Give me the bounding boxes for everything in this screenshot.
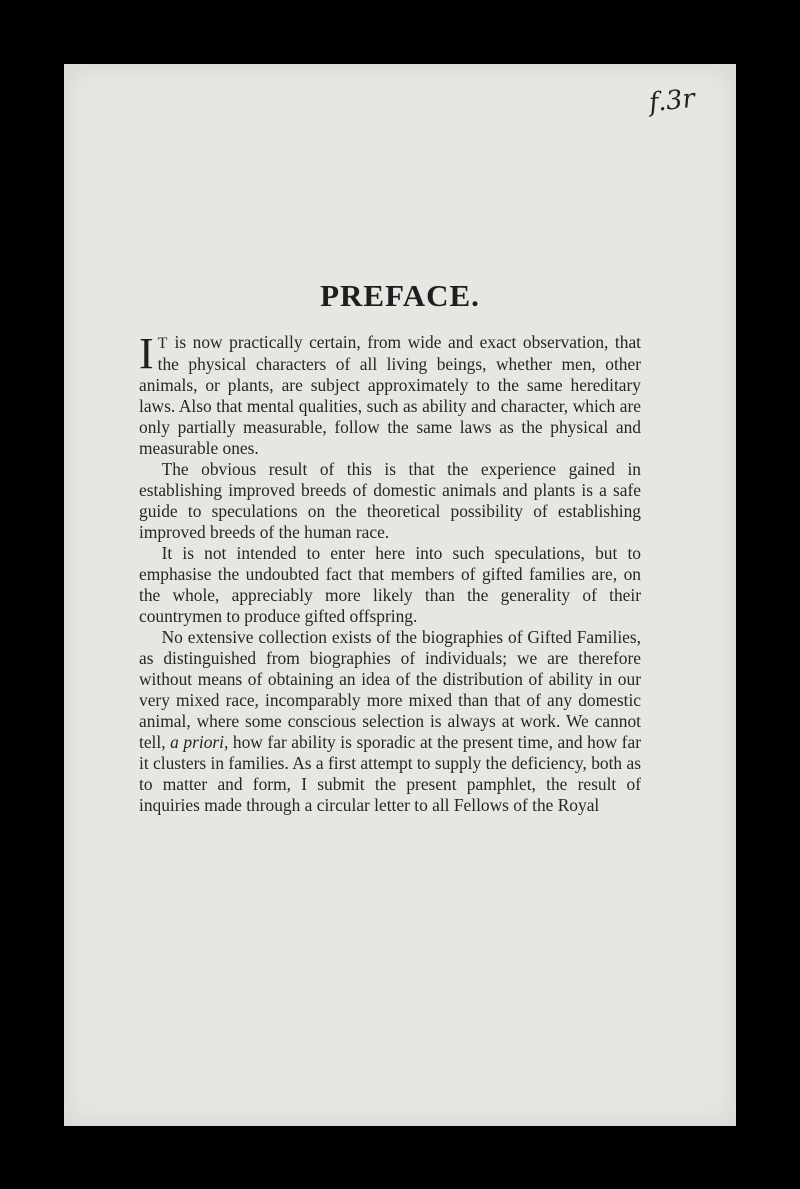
paragraph-text: The obvious result of this is that the experience gained in establishing improved breeds of domestic animals and plants is a safe guide to speculations on the theoretical possibility of establishing improved breeds of the human race. xyxy=(139,459,641,542)
paragraph-text: It is not intended to enter here into such speculations, but to emphasise the undoubted fact that members of gifted families are, on the whole, appreciably more likely than the generality of their countrymen to produce gifted offspring. xyxy=(139,543,641,626)
italic-phrase: a priori, xyxy=(170,732,229,752)
paragraph-text: how far ability is sporadic at the present time, and how far it clusters in families. As a first attempt to supply the deficiency, both as to matter and form, I submit the present pamphlet, the result of inquiries made through a circular letter to all Fellows of the Royal xyxy=(139,732,641,815)
drop-cap: I xyxy=(139,329,154,378)
paragraph-4 xyxy=(139,627,641,816)
folio-annotation: f.3r xyxy=(647,83,697,119)
small-cap-text: T xyxy=(157,335,168,352)
paragraph-3 xyxy=(139,543,641,627)
preface-body xyxy=(139,329,641,816)
paragraph-2 xyxy=(139,459,641,543)
page-title: PREFACE. xyxy=(320,278,480,313)
paragraph-text: is now practically certain, from wide and exact observation, that the physical characters of all living beings, whether men, other animals, or plants, are subject approximately to the same hereditary laws. Also that mental qualities, such as ability and character, which are only partially measurable, follow the same laws as the physical and measurable ones. xyxy=(139,332,641,458)
paragraph-1 xyxy=(139,329,641,459)
paragraph-text: No extensive collection exists of the biographies of Gifted Families, as distinguished from biographies of individuals; we are therefore without means of obtaining an idea of the distribution of ability in our very mixed race, incomparably more mixed than that of any domestic animal, where some conscious selection is always at work. We cannot tell, xyxy=(139,627,641,752)
